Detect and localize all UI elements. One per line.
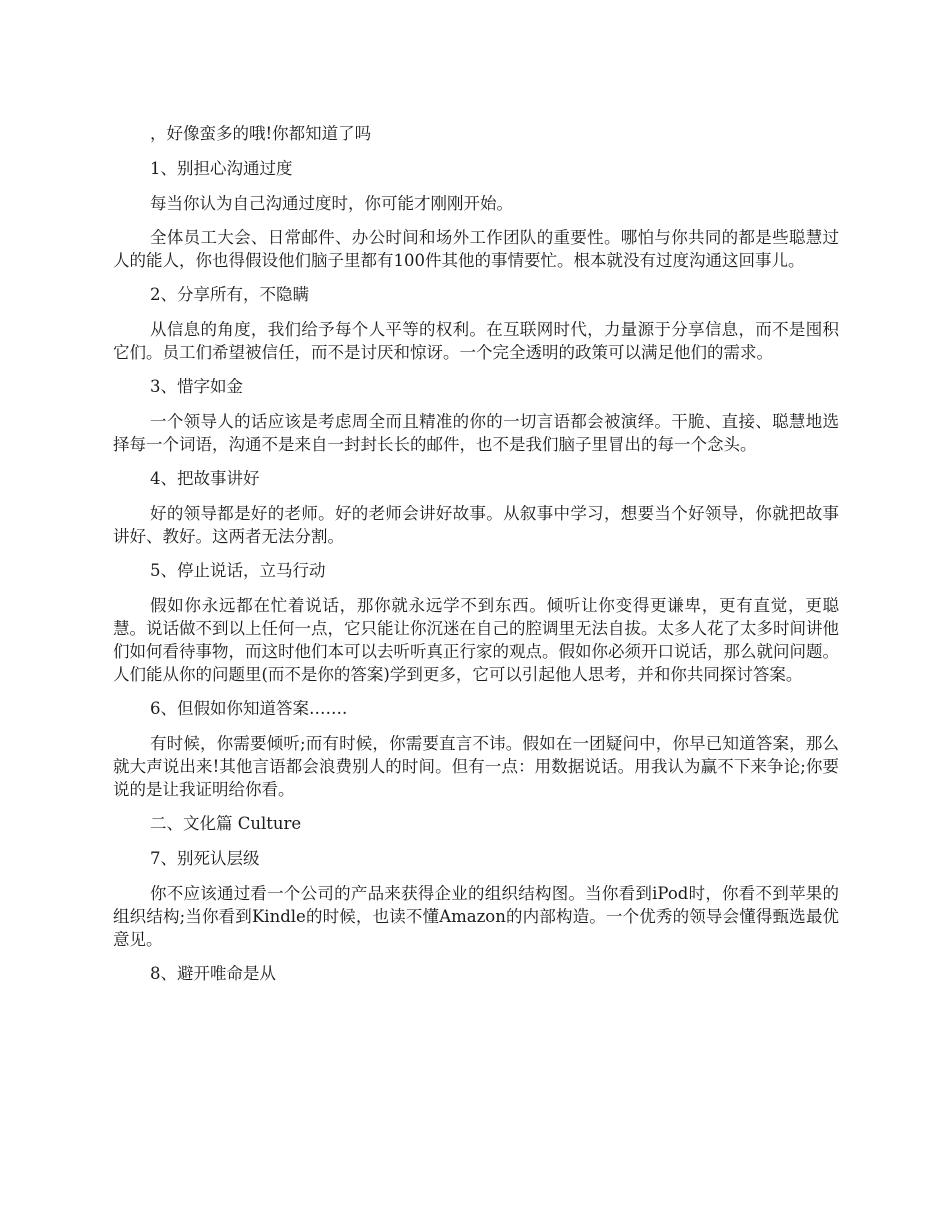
intro-line: ，好像蛮多的哦!你都知道了吗 [150,124,372,143]
paragraph-1b: 全体员工大会、日常邮件、办公时间和场外工作团队的重要性。哪怕与你共同的都是些聪慧过人的能人，你也得假设他们脑子里都有100件其他的事情要忙。根本就没有过度沟通这回事儿。 [113,228,839,270]
paragraph-6: 有时候，你需要倾听;而有时候，你需要直言不讳。假如在一团疑问中，你早已知道答案，那么就大声说出来!其他言语都会浪费别人的时间。但有一点：用数据说话。用我认为赢不下来争论;你要说的是让我证明给你看。 [113,734,839,799]
paragraph-3: 一个领导人的话应该是考虑周全而且精准的你的一切言语都会被演绎。干脆、直接、聪慧地选择每一个词语，沟通不是来自一封封长长的邮件，也不是我们脑子里冒出的每一个念头。 [113,412,839,454]
part-heading-culture: 二、文化篇 Culture [150,814,302,833]
paragraph-1a: 每当你认为自己沟通过度时，你可能才刚刚开始。 [150,194,513,213]
section-heading-8: 8、避开唯命是从 [150,964,276,983]
section-heading-2: 2、分享所有，不隐瞒 [150,285,309,304]
paragraph-4: 好的领导都是好的老师。好的老师会讲好故事。从叙事中学习，想要当个好领导，你就把故事讲好、教好。这两者无法分割。 [113,504,839,546]
paragraph-7: 你不应该通过看一个公司的产品来获得企业的组织结构图。当你看到iPod时，你看不到苹果的组织结构;当你看到Kindle的时候，也读不懂Amazon的内部构造。一个优秀的领导会懂得甄选最优意见。 [113,884,839,949]
document-page [113,122,839,997]
section-heading-5: 5、停止说话，立马行动 [150,561,326,580]
section-heading-6: 6、但假如你知道答案……. [150,699,348,718]
section-heading-1: 1、别担心沟通过度 [150,159,293,178]
paragraph-5: 假如你永远都在忙着说话，那你就永远学不到东西。倾听让你变得更谦卑，更有直觉，更聪慧。说话做不到以上任何一点，它只能让你沉迷在自己的腔调里无法自拔。太多人花了太多时间讲他们如何看待事物，而这时他们本可以去听听真正行家的观点。假如你必须开口说话，那么就问问题。人们能从你的问题里(而不是你的答案)学到更多，它可以引起他人思考，并和你共同探讨答案。 [113,596,839,684]
section-heading-3: 3、惜字如金 [150,377,243,396]
section-heading-4: 4、把故事讲好 [150,469,260,488]
paragraph-2: 从信息的角度，我们给予每个人平等的权利。在互联网时代，力量源于分享信息，而不是囤积它们。员工们希望被信任，而不是讨厌和惊讶。一个完全透明的政策可以满足他们的需求。 [113,320,839,362]
section-heading-7: 7、别死认层级 [150,849,260,868]
